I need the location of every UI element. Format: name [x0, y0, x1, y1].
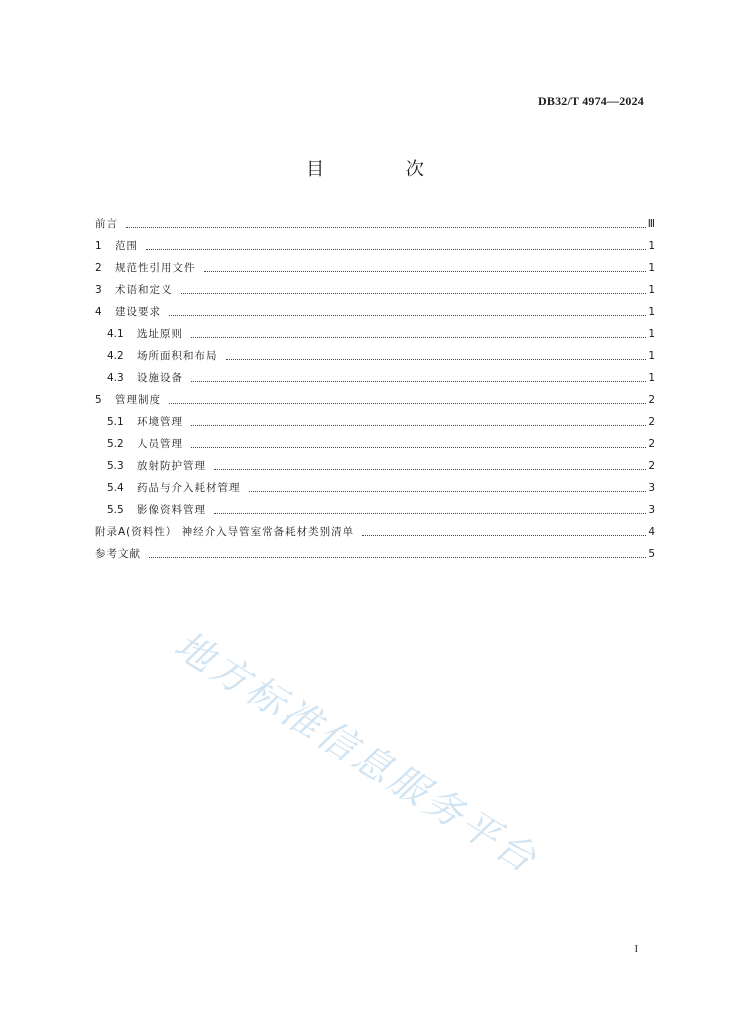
- toc-entry[interactable]: [95, 521, 655, 543]
- toc-entry-label: 参考文献: [95, 548, 141, 560]
- toc-subentry[interactable]: [95, 455, 655, 477]
- toc-entry[interactable]: [95, 279, 655, 301]
- toc-entry-page: 1: [648, 240, 655, 252]
- toc-entry-number: 4.2: [107, 350, 124, 362]
- toc-leader-dots: [169, 314, 646, 316]
- page-title: 目 次: [306, 159, 462, 180]
- toc-entry-page: 3: [648, 504, 655, 516]
- toc-entry-label: 管理制度: [115, 394, 161, 406]
- toc-entry-page: 3: [648, 482, 655, 494]
- toc-entry[interactable]: [95, 213, 655, 235]
- toc-entry-label: 设施设备: [137, 372, 183, 384]
- toc-entry-number: 5.3: [107, 460, 124, 472]
- table-of-contents: [95, 213, 655, 565]
- toc-entry-number: 1: [95, 240, 102, 252]
- toc-entry-page: 1: [648, 262, 655, 274]
- toc-entry-page: 1: [648, 350, 655, 362]
- toc-leader-dots: [226, 358, 647, 360]
- toc-leader-dots: [181, 292, 647, 294]
- toc-entry-label: 选址原则: [137, 328, 183, 340]
- toc-entry-label: 药品与介入耗材管理: [137, 482, 241, 494]
- toc-entry-number: 4.1: [107, 328, 124, 340]
- toc-entry-label: 影像资料管理: [137, 504, 206, 516]
- toc-subentry[interactable]: [95, 433, 655, 455]
- toc-entry-number: 2: [95, 262, 102, 274]
- toc-entry-page: 5: [648, 548, 655, 560]
- toc-entry[interactable]: [95, 301, 655, 323]
- toc-entry-label: 场所面积和布局: [137, 350, 218, 362]
- toc-subentry[interactable]: [95, 411, 655, 433]
- toc-entry[interactable]: [95, 389, 655, 411]
- toc-leader-dots: [149, 556, 646, 558]
- toc-entry-label: 环境管理: [137, 416, 183, 428]
- toc-leader-dots: [126, 226, 646, 228]
- toc-subentry[interactable]: [95, 499, 655, 521]
- toc-entry-page: 2: [648, 460, 655, 472]
- toc-leader-dots: [146, 248, 646, 250]
- toc-entry-label: 建设要求: [115, 306, 161, 318]
- toc-subentry[interactable]: [95, 477, 655, 499]
- toc-entry-page: 1: [648, 306, 655, 318]
- toc-leader-dots: [191, 380, 646, 382]
- watermark: 地方标准信息服务平台: [166, 622, 547, 883]
- toc-leader-dots: [204, 270, 647, 272]
- document-code: DB32/T 4974—2024: [538, 94, 644, 108]
- toc-entry-page: Ⅲ: [647, 218, 655, 230]
- toc-leader-dots: [191, 336, 646, 338]
- toc-entry-page: 4: [648, 526, 655, 538]
- toc-entry-label: 前言: [95, 218, 118, 230]
- toc-entry[interactable]: [95, 543, 655, 565]
- toc-leader-dots: [169, 402, 646, 404]
- toc-leader-dots: [214, 512, 646, 514]
- toc-subentry[interactable]: [95, 367, 655, 389]
- toc-entry-label: 术语和定义: [115, 284, 173, 296]
- toc-entry-label: 放射防护管理: [137, 460, 206, 472]
- toc-entry-label: 范围: [115, 240, 138, 252]
- toc-leader-dots: [191, 446, 646, 448]
- toc-subentry[interactable]: [95, 345, 655, 367]
- toc-entry-page: 1: [648, 372, 655, 384]
- toc-leader-dots: [249, 490, 647, 492]
- toc-leader-dots: [214, 468, 646, 470]
- toc-subentry[interactable]: [95, 323, 655, 345]
- toc-entry-page: 2: [648, 394, 655, 406]
- toc-entry-number: 5: [95, 394, 102, 406]
- toc-leader-dots: [191, 424, 646, 426]
- toc-entry-number: 5.1: [107, 416, 124, 428]
- toc-entry[interactable]: [95, 235, 655, 257]
- toc-entry-page: 1: [648, 284, 655, 296]
- toc-entry-label: 人员管理: [137, 438, 183, 450]
- toc-entry-page: 2: [648, 438, 655, 450]
- toc-entry-number: 3: [95, 284, 102, 296]
- toc-entry-page: 2: [648, 416, 655, 428]
- toc-entry-number: 4: [95, 306, 102, 318]
- toc-entry-number: 4.3: [107, 372, 124, 384]
- toc-entry-page: 1: [648, 328, 655, 340]
- toc-entry-label: 附录A(资料性） 神经介入导管室常备耗材类别清单: [95, 526, 355, 538]
- toc-entry-number: 5.2: [107, 438, 124, 450]
- toc-entry[interactable]: [95, 257, 655, 279]
- toc-entry-label: 规范性引用文件: [115, 262, 196, 274]
- toc-leader-dots: [362, 534, 646, 536]
- page-number: I: [634, 944, 638, 955]
- toc-entry-number: 5.5: [107, 504, 124, 516]
- toc-entry-number: 5.4: [107, 482, 124, 494]
